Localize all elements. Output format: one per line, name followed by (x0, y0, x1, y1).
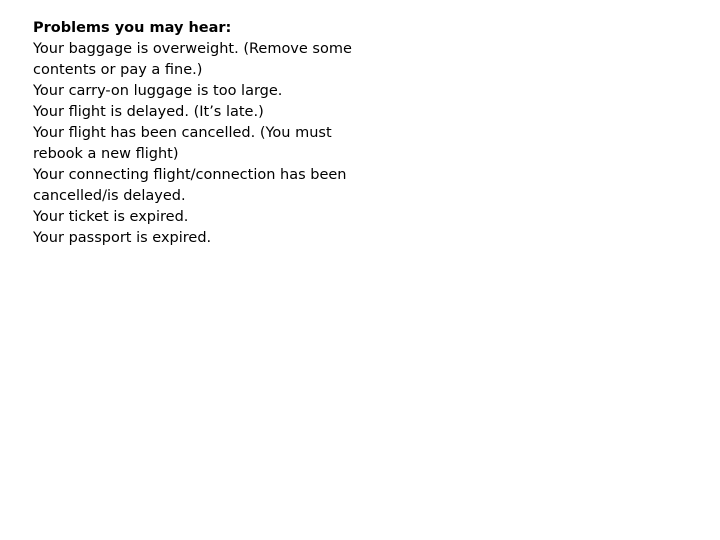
problem-flight-cancelled: Your flight has been cancelled. (You must rebook a new flight) (33, 125, 332, 162)
problem-connection-cancelled: Your connecting flight/connection has been cancelled/is delayed. (33, 167, 347, 204)
problems-list (33, 39, 373, 249)
problem-flight-delayed: Your flight is delayed. (It’s late.) (33, 104, 264, 120)
problem-carry-on-too-large: Your carry-on luggage is too large. (33, 83, 283, 99)
problems-text-box (33, 18, 373, 249)
problem-ticket-expired: Your ticket is expired. (33, 209, 189, 225)
problem-passport-expired: Your passport is expired. (33, 230, 212, 246)
problem-baggage-overweight: Your baggage is overweight. (Remove some contents or pay a fine.) (33, 41, 352, 78)
problems-heading: Problems you may hear: (33, 20, 232, 36)
